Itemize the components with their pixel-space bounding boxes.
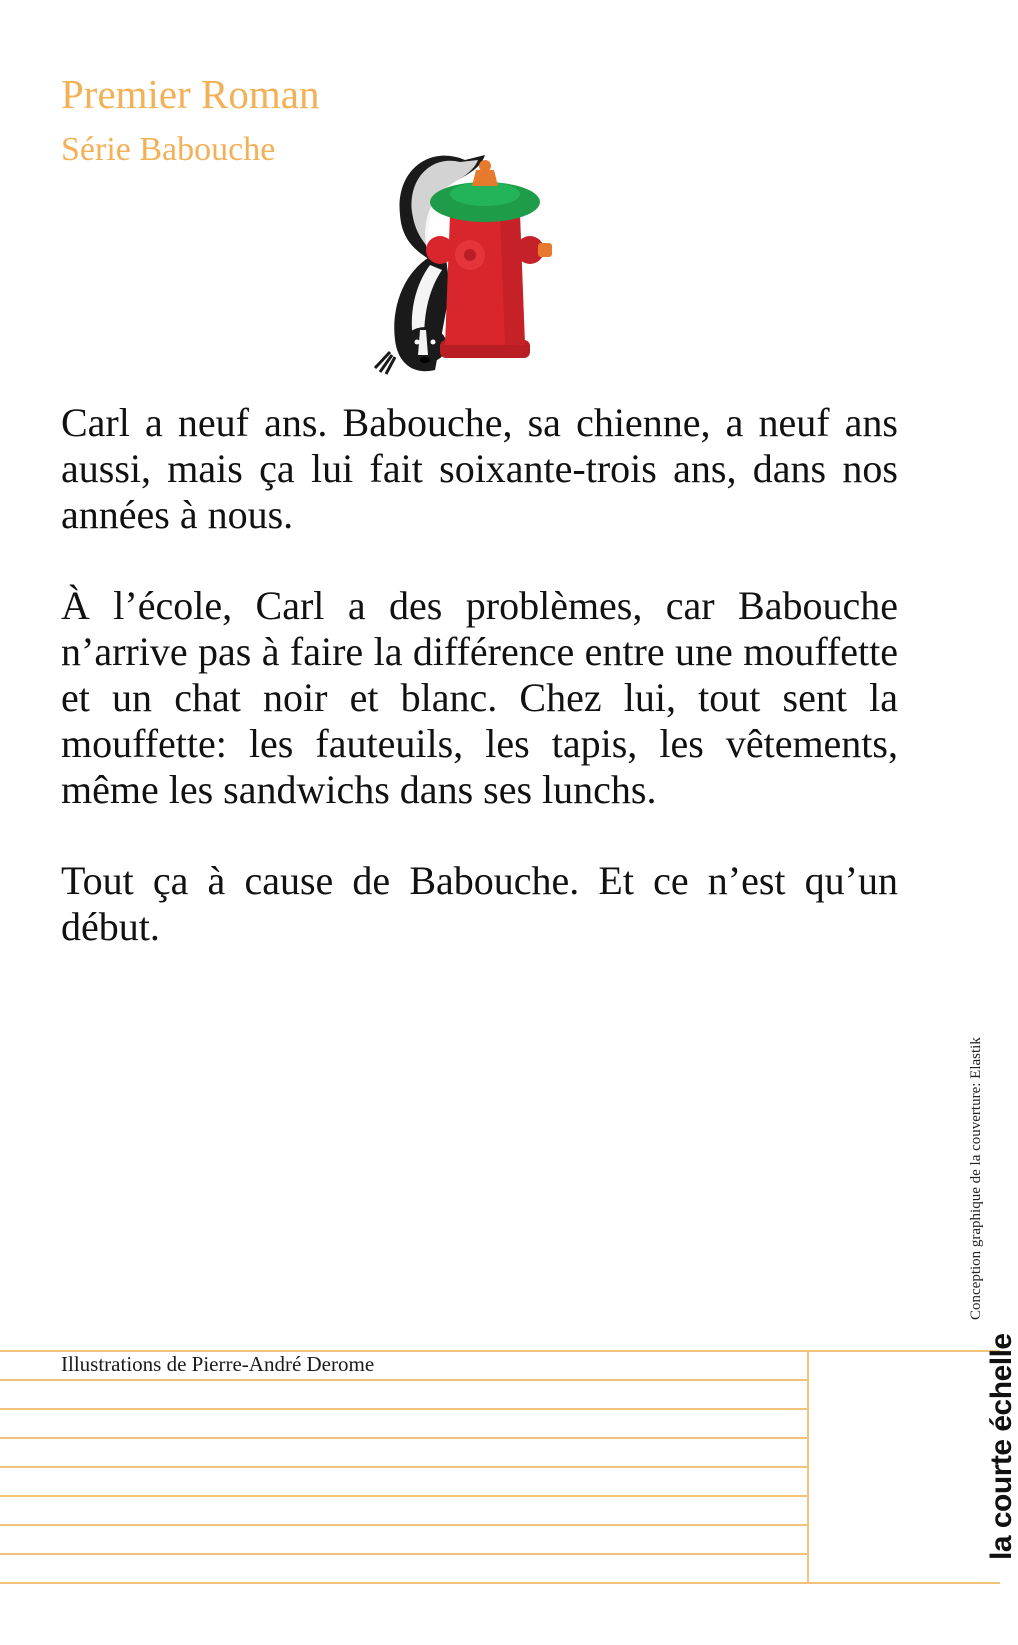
hydrant-nozzle-left xyxy=(426,236,454,264)
lined-notepaper xyxy=(0,1350,1000,1585)
collection-title: Premier Roman xyxy=(61,71,320,117)
hydrant-center-bolt xyxy=(464,249,476,261)
series-title: Série Babouche xyxy=(61,131,276,168)
hydrant-nozzle-tip xyxy=(538,243,552,257)
blurb-paragraph: Carl a neuf ans. Babouche, sa chienne, a neuf ans aussi, mais ça lui fait soixante-trois ans, dans nos années à nous. xyxy=(61,400,898,537)
illustrator-credit: Illustrations de Pierre-André Derome xyxy=(61,1352,375,1376)
back-cover-blurb xyxy=(61,400,898,995)
skunk-nose xyxy=(420,357,430,363)
skunk-eye-left xyxy=(415,340,420,345)
skunk-eye-right xyxy=(431,340,436,345)
skunk-paw xyxy=(375,352,395,374)
blurb-paragraph: Tout ça à cause de Babouche. Et ce n’est qu’un début. xyxy=(61,858,898,949)
hydrant-top-bolt xyxy=(472,170,498,186)
cover-design-credit: Conception graphique de la couverture: Elastik xyxy=(968,1037,984,1320)
hydrant-top-knob xyxy=(479,160,491,172)
publisher-logo: la courte échelle xyxy=(985,1333,1018,1560)
skunk-hydrant-illustration xyxy=(370,140,580,390)
blurb-paragraph: À l’école, Carl a des problèmes, car Babouche n’arrive pas à faire la différence entre une mouffette et un chat noir et blanc. Chez lui, tout sent la mouffette: les fauteuils, les tapis, les vêtements, même les sandwichs dans ses lunchs. xyxy=(61,583,898,812)
